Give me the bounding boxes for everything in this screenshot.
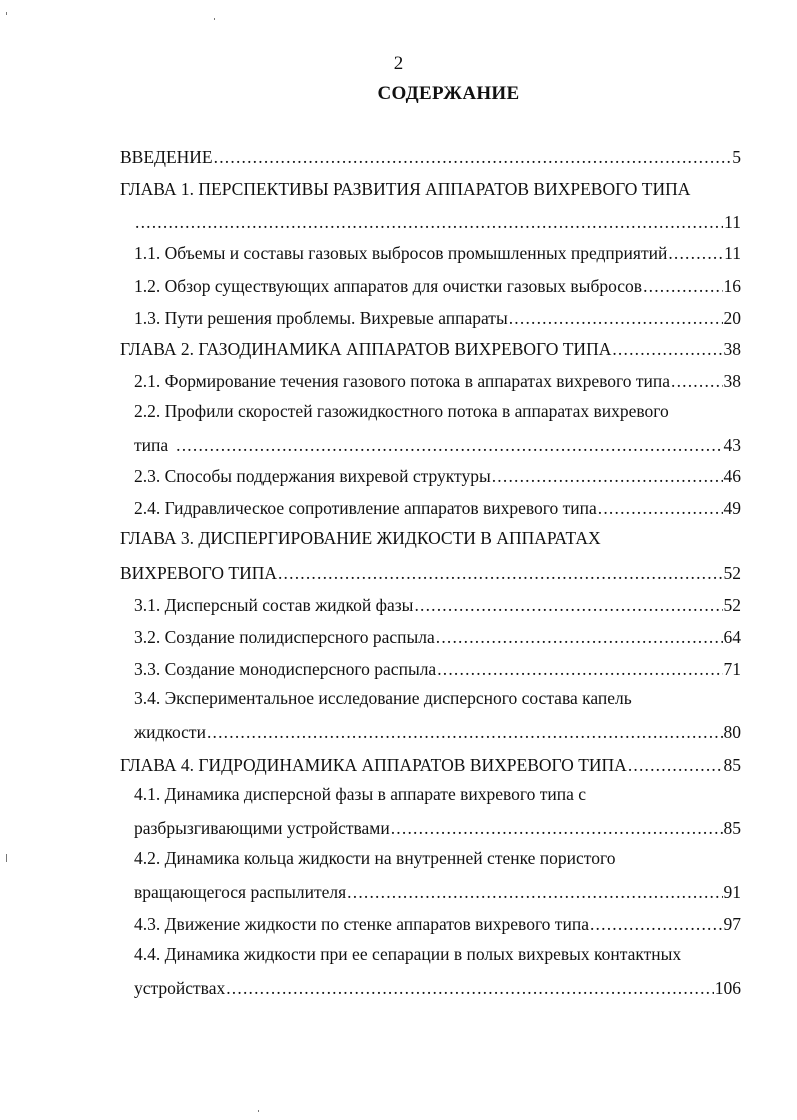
toc-entry-4-4[interactable] [134,975,741,999]
dot-leader [509,307,723,329]
toc-entry-page: 106 [714,978,741,998]
toc-entry-text: 2.4. Гидравлическое сопротивление аппаратов вихревого типа [134,498,597,518]
toc-entry-text: 3.3. Создание монодисперсного распыла [134,659,437,679]
toc-entry-page: 11 [724,212,741,232]
toc-entry-text: ГЛАВА 2. ГАЗОДИНАМИКА АППАРАТОВ ВИХРЕВОГО ТИПА [120,339,612,359]
dot-leader [207,721,723,743]
toc-entry-3-1[interactable] [134,592,741,616]
toc-entry-text: 4.3. Движение жидкости по стенке аппаратов вихревого типа [134,914,589,934]
page-title-text: СОДЕРЖАНИЕ [377,83,520,104]
toc-entry-2-2-line1[interactable]: 2.2. Профили скоростей газожидкостного потока в аппаратах вихревого [134,401,669,421]
toc-entry-1-2[interactable] [134,273,741,297]
toc-entry-page: 46 [723,466,741,486]
toc-entry-page: 38 [723,339,741,359]
toc-entry-3-3[interactable] [134,656,741,680]
toc-entry-page: 52 [723,563,741,583]
toc-entry-introduction[interactable] [120,144,741,168]
toc-entry-4-1-line1[interactable]: 4.1. Динамика дисперсной фазы в аппарате вихревого типа с [134,784,587,804]
toc-entry-text: типа [134,435,169,455]
toc-entry-page: 11 [724,243,741,263]
toc-entry-chapter-1[interactable] [134,209,741,233]
toc-entry-2-1[interactable] [134,368,741,392]
toc-entry-page: 91 [723,882,741,902]
toc-entry-text: устройствах [134,978,226,998]
toc-entry-page: 71 [723,659,741,679]
toc-entry-text: жидкости [134,722,206,742]
toc-entry-text: вращающегося распылителя [134,882,347,902]
toc-entry-3-2[interactable] [134,624,741,648]
toc-entry-text: 3.1. Дисперсный состав жидкой фазы [134,595,414,615]
toc-entry-page: 5 [732,147,741,167]
scan-artifact [214,18,215,20]
scan-artifact [6,12,7,15]
toc-entry-4-4-line1[interactable]: 4.4. Динамика жидкости при ее сепарации в полых вихревых контактных [134,944,682,964]
toc-entry-page: 85 [723,755,741,775]
toc-entry-text: 3.2. Создание полидисперсного распыла [134,627,435,647]
toc-entry-text: 2.3. Способы поддержания вихревой структуры [134,466,491,486]
toc-entry-4-1[interactable] [134,815,741,839]
dot-leader [628,754,723,776]
dot-leader [436,626,723,648]
toc-entry-chapter-3[interactable] [120,560,741,584]
toc-entry-text: ВИХРЕВОГО ТИПА [120,563,277,583]
dot-leader [214,146,732,168]
toc-entry-page: 49 [723,498,741,518]
dot-leader [668,242,723,264]
toc-entry-chapter-3-line1[interactable]: ГЛАВА 3. ДИСПЕРГИРОВАНИЕ ЖИДКОСТИ В АППАРАТАХ [120,528,601,548]
toc-entry-1-1[interactable] [134,240,741,264]
toc-entry-chapter-1-title[interactable]: ГЛАВА 1. ПЕРСПЕКТИВЫ РАЗВИТИЯ АППАРАТОВ ВИХРЕВОГО ТИПА [120,179,691,199]
toc-entry-text: ГЛАВА 4. ГИДРОДИНАМИКА АППАРАТОВ ВИХРЕВОГО ТИПА [120,755,627,775]
dot-leader [226,977,714,999]
dot-leader [437,658,722,680]
toc-entry-4-3[interactable] [134,911,741,935]
toc-entry-2-2[interactable] [134,432,741,456]
toc-entry-4-2[interactable] [134,879,741,903]
dot-leader [598,497,723,519]
toc-entry-page: 38 [723,371,741,391]
toc-entry-2-4[interactable] [134,495,741,519]
toc-entry-3-4-line1[interactable]: 3.4. Экспериментальное исследование дисперсного состава капель [134,688,632,708]
dot-leader [612,338,722,360]
page-number: 2 [393,53,404,74]
toc-entry-text: разбрызгивающими устройствами [134,818,390,838]
dot-leader [347,881,722,903]
toc-entry-text: 1.2. Обзор существующих аппаратов для очистки газовых выбросов [134,276,643,296]
dot-leader [671,370,723,392]
toc-entry-4-2-line1[interactable]: 4.2. Динамика кольца жидкости на внутренней стенке пористого [134,848,616,868]
toc-entry-2-3[interactable] [134,463,741,487]
dot-leader [643,275,722,297]
toc-entry-text: 1.1. Объемы и составы газовых выбросов промышленных предприятий [134,243,668,263]
toc-entry-page: 20 [723,308,741,328]
scan-artifact [6,854,7,862]
toc-entry-page: 97 [723,914,741,934]
toc-entry-text: 2.1. Формирование течения газового потока в аппаратах вихревого типа [134,371,670,391]
toc-entry-chapter-4[interactable] [120,752,741,776]
toc-entry-page: 52 [723,595,741,615]
dot-leader [135,211,723,233]
dot-leader [492,465,723,487]
toc-entry-chapter-2[interactable] [120,336,741,360]
toc-entry-page: 80 [723,722,741,742]
dot-leader [391,817,723,839]
toc-entry-text: 1.3. Пути решения проблемы. Вихревые аппараты [134,308,508,328]
toc-entry-3-4[interactable] [134,719,741,743]
toc-entry-text: ВВЕДЕНИЕ [120,147,213,167]
dot-leader [278,562,723,584]
toc-entry-1-3[interactable] [134,305,741,329]
dot-leader [176,434,722,456]
toc-entry-page: 16 [723,276,741,296]
scan-artifact [258,1110,259,1112]
toc-entry-page: 64 [723,627,741,647]
toc-entry-page: 43 [723,435,741,455]
dot-leader [414,594,722,616]
dot-leader [590,913,723,935]
toc-entry-page: 85 [723,818,741,838]
